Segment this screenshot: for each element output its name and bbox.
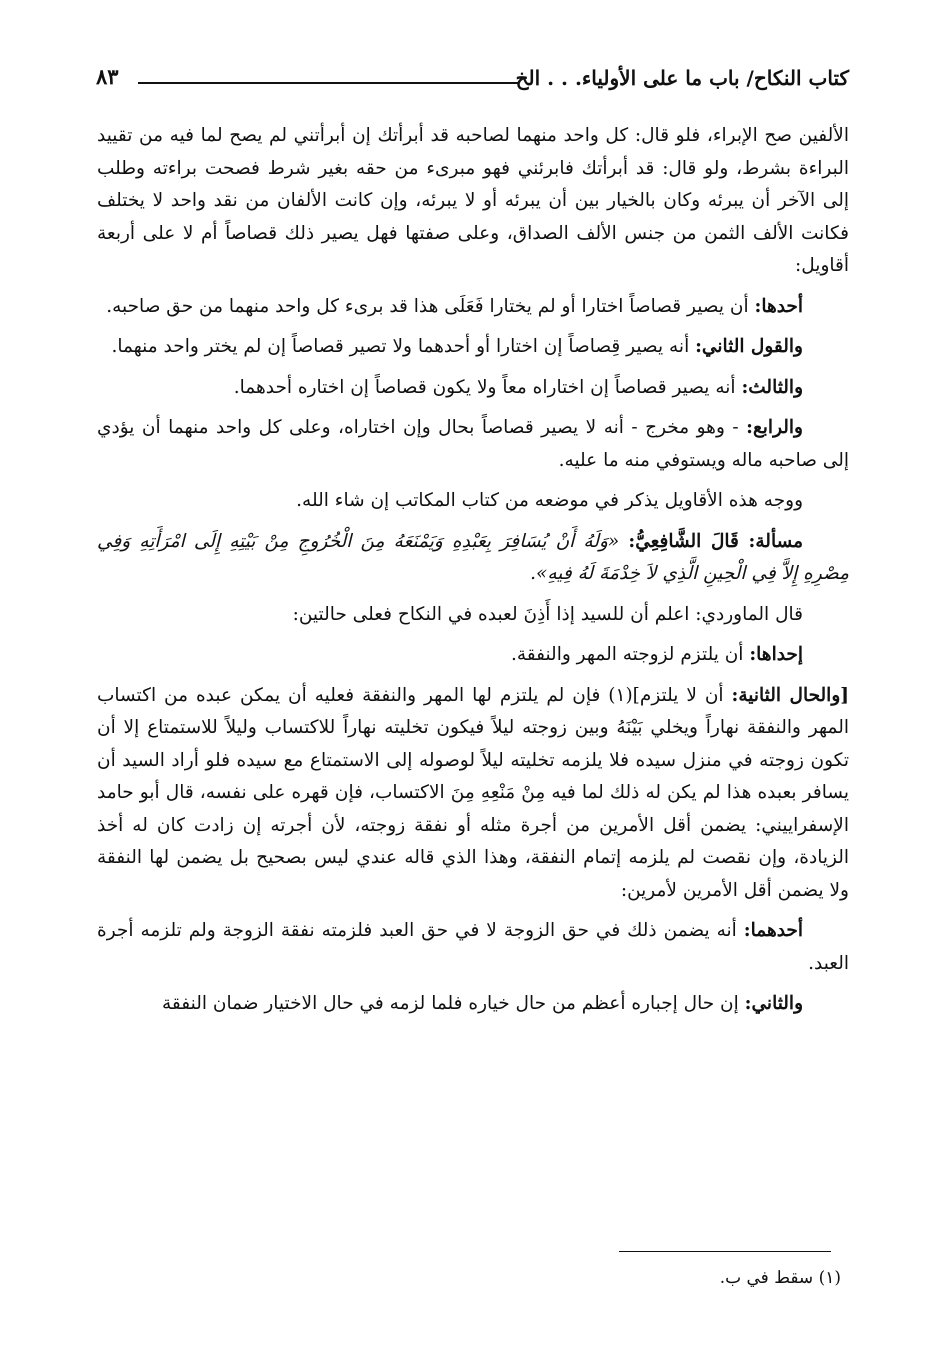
footnote-rule [619,1251,831,1252]
running-header [96,58,849,102]
paragraph: ووجه هذه الأقاويل يذكر في موضعه من كتاب المكاتب إن شاء الله. [296,490,803,511]
main-text [97,120,849,1029]
paragraph-label: أحدهما: [743,920,803,941]
paragraph: الألفين صح الإبراء، فلو قال: كل واحد منهما لصاحبه قد أبرأتك إن أبرأتني لم يصح لما فيه من تقييد البراءة بشرط، ولو قال: قد أبرأتك فابرئني فهو مبرىء من حقه بغير شرط فصحت براءته وطلب إلى الآخر أن يبرئه وكان بالخيار بين أن يبرئه أو لا يبرئه، وإن كانت الألفان من نقد واحد لا يختلف فكانت الألف الثمن من جنس الألف الصداق، وعلى صفتها فهل يصير ذلك قصاصاً أم لا على أربعة أقاويل: [97,125,849,276]
paragraph: والقول الثاني: أنه يصير قِصاصاً إن اختارا أو أحدهما ولا تصير قصاصاً إن لم يختر واحد منهما. [111,336,803,357]
shafii-quote: «وَلَهُ أَنْ يُسَافِرَ بِعَبْدِهِ وَيَمْنَعَهُ مِنَ الْخُرُوجِ مِنْ بَيْتِهِ إِلَى امْرَأَتِهِ وَفِي مِصْرِهِ إِلاَّ فِي الْحِينِ الَّذِي لاَ خِدْمَةَ لَهُ فِيهِ». [97,530,849,584]
paragraph: والرابع: - وهو مخرج - أنه لا يصير قصاصاً بحال وإن اختاراه، وعلى كل واحد منهما أن يؤدي إلى صاحبه ماله ويستوفي منه ما عليه. [97,417,849,471]
paragraph: [والحال الثانية: أن لا يلتزم](١) فإن لم يلتزم لها المهر والنفقة فعليه أن يمكن عبده من اكتساب المهر والنفقة نهاراً ويخلي بَيْنَهُ وبين زوجته ليلاً فيكون تخليته نهاراً للاكتساب وليلاً للاستمتاع إلا أن تكون زوجته في منزل سيده فلا يلزمه تخليته ليلاً لوصوله إلى الاستمتاع مع سيده فلو أراد السيد أن يسافر بعبده هذا لم يكن له ذلك لما فيه مِنْ مَنْعِهِ مِنَ الاكتساب، فإن قهره على نفسه، قال أبو حامد الإسفراييني: يضمن أقل الأمرين من أجرة مثله أو نفقة زوجته، لأن أجرته إن زادت كان له أخذ الزيادة، وإن نقصت لم يلزمه إتمام النفقة، وهذا الذي قاله عندي ليس بصحيح بل يضمن لها النفقة ولا يضمن أقل الأمرين لأمرين: [97,684,850,901]
paragraph-label: إحداها: [749,644,803,665]
header-rule [138,82,518,84]
footnote: (١) سقط في ب. [719,1268,841,1288]
paragraph-label: [والحال الثانية: [731,684,850,706]
paragraph: والثاني: إن حال إجباره أعظم من حال خياره فلما لزمه في حال الاختيار ضمان النفقة [161,993,803,1014]
paragraph-label: أحدها: [754,295,803,317]
masala-label: مسألة: قَالَ الشَّافِعِيُّ: [628,530,803,552]
paragraph-label: والرابع: [746,417,803,438]
masala-paragraph [97,526,849,591]
paragraph: قال الماوردي: اعلم أن للسيد إذا أَذِنَ لعبده في النكاح فعلى حالتين: [292,603,803,625]
paragraph: والثالث: أنه يصير قصاصاً إن اختاراه معاً ولا يكون قصاصاً إن اختاره أحدهما. [233,376,803,398]
running-title: كتاب النكاح/ باب ما على الأولياء. . . الخ [515,66,849,90]
paragraph-label: والثالث: [741,376,803,398]
paragraph-label: والثاني: [744,993,803,1014]
paragraph: أحدهما: أنه يضمن ذلك في حق الزوجة لا في حق العبد فلزمته نفقة الزوجة ولم تلزمه أجرة العبد. [97,920,849,974]
paragraph: أحدها: أن يصير قصاصاً اختارا أو لم يختارا فَعَلَى هذا قد برىء كل واحد منهما من حق صاحبه. [106,295,803,317]
paragraph: إحداها: أن يلتزم لزوجته المهر والنفقة. [510,644,803,665]
page-number: ٨٣ [96,64,119,89]
paragraph-label: والقول الثاني: [695,336,803,357]
